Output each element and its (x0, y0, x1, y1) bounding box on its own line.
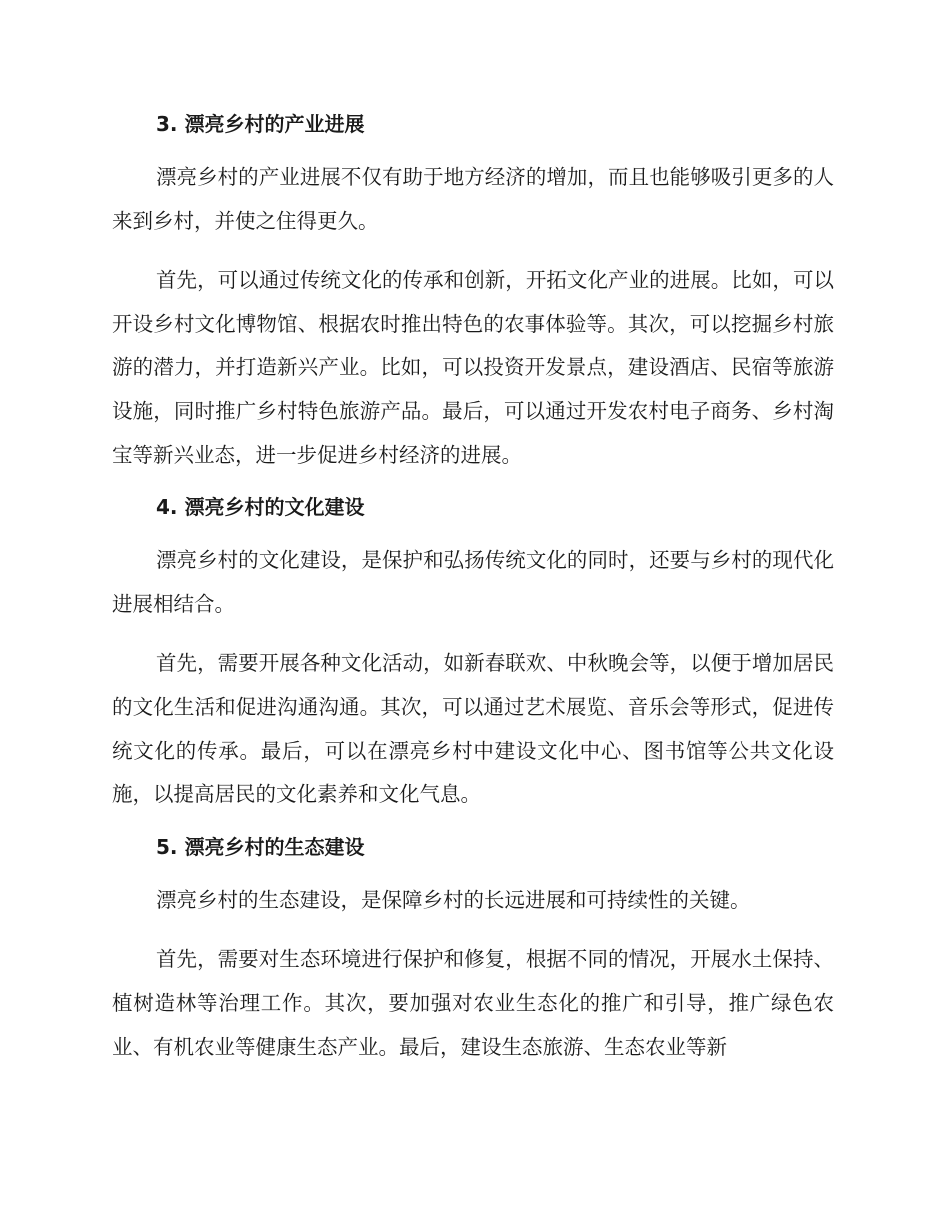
section-heading: 5. 漂亮乡村的生态建设 (156, 834, 365, 859)
section-heading: 4. 漂亮乡村的文化建设 (156, 495, 365, 520)
paragraph: 首先，需要对生态环境进行保护和修复，根据不同的情况，开展水土保持、植树造林等治理工作。其次，要加强对农业生态化的推广和引导，推广绿色农业、有机农业等健康生态产业。最后，建设生态旅游、生态农业等新 (112, 947, 834, 1059)
section-ecology (112, 833, 834, 1069)
paragraph: 首先，可以通过传统文化的传承和创新，开拓文化产业的进展。比如，可以开设乡村文化博物馆、根据农时推出特色的农事体验等。其次，可以挖掘乡村旅游的潜力，并打造新兴产业。比如，可以投资开发景点，建设酒店、民宿等旅游设施，同时推广乡村特色旅游产品。最后，可以通过开发农村电子商务、乡村淘宝等新兴业态，进一步促进乡村经济的进展。 (112, 268, 834, 467)
section-industry (112, 110, 834, 477)
paragraph: 首先，需要开展各种文化活动，如新春联欢、中秋晚会等，以便于增加居民的文化生活和促进沟通沟通。其次，可以通过艺术展览、音乐会等形式，促进传统文化的传承。最后，可以在漂亮乡村中建设文化中心、图书馆等公共文化设施，以提高居民的文化素养和文化气息。 (112, 651, 834, 807)
paragraph: 漂亮乡村的生态建设，是保障乡村的长远进展和可持续性的关键。 (156, 887, 751, 912)
document-page (112, 110, 834, 1069)
paragraph: 漂亮乡村的文化建设，是保护和弘扬传统文化的同时，还要与乡村的现代化进展相结合。 (112, 548, 834, 616)
paragraph: 漂亮乡村的产业进展不仅有助于地方经济的增加，而且也能够吸引更多的人来到乡村，并使之住得更久。 (112, 165, 834, 233)
section-culture (112, 493, 834, 817)
section-heading: 3. 漂亮乡村的产业进展 (156, 112, 365, 136)
